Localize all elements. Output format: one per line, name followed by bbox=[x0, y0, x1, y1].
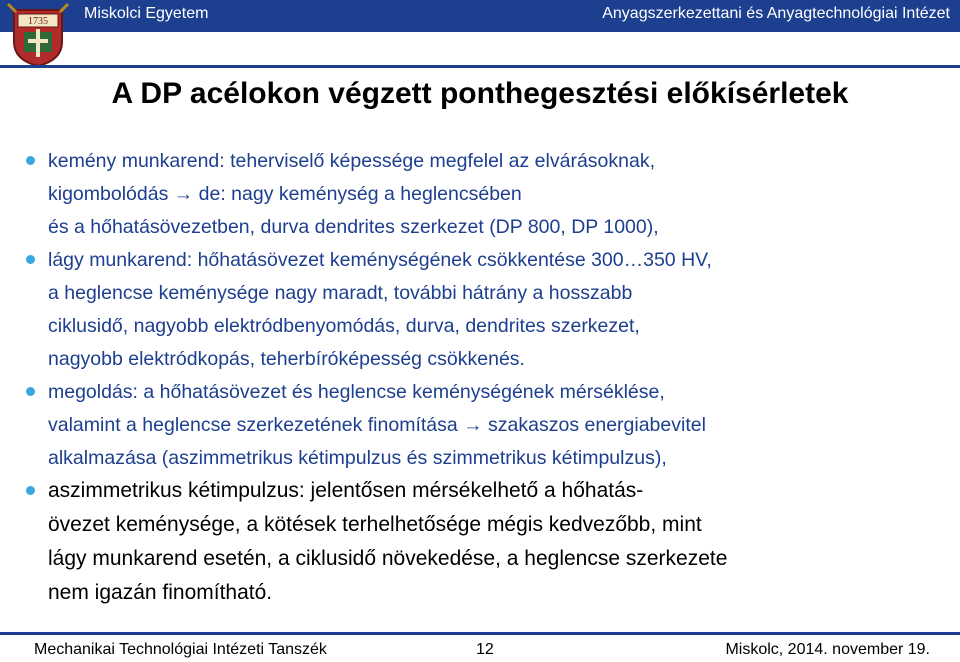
body-line-text: a heglencse keménysége nagy maradt, további hátrány a hosszabb bbox=[48, 282, 633, 304]
body-line bbox=[26, 544, 946, 578]
bullet-icon bbox=[26, 156, 35, 165]
body-line bbox=[26, 311, 946, 344]
body-line bbox=[26, 278, 946, 311]
body-line bbox=[26, 179, 946, 212]
body-line bbox=[26, 146, 946, 179]
bullet-icon bbox=[26, 486, 35, 495]
body-line-text: nagyobb elektródkopás, teherbíróképesség csökkenés. bbox=[48, 348, 525, 370]
bullet-icon bbox=[26, 387, 35, 396]
slide-body bbox=[26, 146, 946, 612]
footer-date: Miskolc, 2014. november 19. bbox=[725, 641, 930, 658]
body-line-text: lágy munkarend: hőhatásövezet keménységének csökkentése 300…350 HV, bbox=[48, 249, 712, 271]
body-line-text: és a hőhatásövezetben, durva dendrites szerkezet (DP 800, DP 1000), bbox=[48, 216, 659, 238]
body-line bbox=[26, 212, 946, 245]
slide-title: A DP acélokon végzett ponthegesztési előkísérletek bbox=[111, 77, 849, 110]
body-line-text: valamint a heglencse szerkezetének finomítása → szakaszos energiabevitel bbox=[48, 414, 706, 436]
university-name: Miskolci Egyetem bbox=[84, 5, 209, 22]
bullet-icon bbox=[26, 255, 35, 264]
body-line bbox=[26, 377, 946, 410]
body-line bbox=[26, 344, 946, 377]
body-line-text: aszimmetrikus kétimpulzus: jelentősen mérsékelhető a hőhatás- bbox=[48, 479, 644, 502]
footer-department: Mechanikai Technológiai Intézeti Tanszék bbox=[34, 641, 327, 658]
institute-name: Anyagszerkezettani és Anyagtechnológiai Intézet bbox=[602, 5, 950, 22]
body-line-text: kigombolódás → de: nagy keménység a heglencsében bbox=[48, 183, 522, 205]
body-line-text: ciklusidő, nagyobb elektródbenyomódás, durva, dendrites szerkezet, bbox=[48, 315, 640, 337]
body-line bbox=[26, 578, 946, 612]
body-line bbox=[26, 245, 946, 278]
body-line bbox=[26, 476, 946, 510]
body-line-text: övezet keménysége, a kötések terhelhetősége mégis kedvezőbb, mint bbox=[48, 513, 702, 536]
body-line bbox=[26, 510, 946, 544]
page-number: 12 bbox=[476, 641, 494, 658]
university-crest-logo bbox=[6, 2, 70, 68]
footer-divider bbox=[0, 632, 960, 635]
body-line-text: alkalmazása (aszimmetrikus kétimpulzus és szimmetrikus kétimpulzus), bbox=[48, 447, 667, 469]
body-line-text: lágy munkarend esetén, a ciklusidő növekedése, a heglencse szerkezete bbox=[48, 547, 728, 570]
body-line-text: kemény munkarend: teherviselő képessége megfelel az elvárásoknak, bbox=[48, 150, 655, 172]
body-line-text: megoldás: a hőhatásövezet és heglencse keménységének mérséklése, bbox=[48, 381, 665, 403]
slide-footer bbox=[0, 632, 960, 662]
body-line bbox=[26, 410, 946, 443]
body-line-text: nem igazán finomítható. bbox=[48, 581, 273, 604]
body-line bbox=[26, 443, 946, 476]
header-bar bbox=[0, 0, 960, 32]
crest-year: 1735 bbox=[28, 16, 48, 27]
header-divider bbox=[0, 65, 960, 68]
